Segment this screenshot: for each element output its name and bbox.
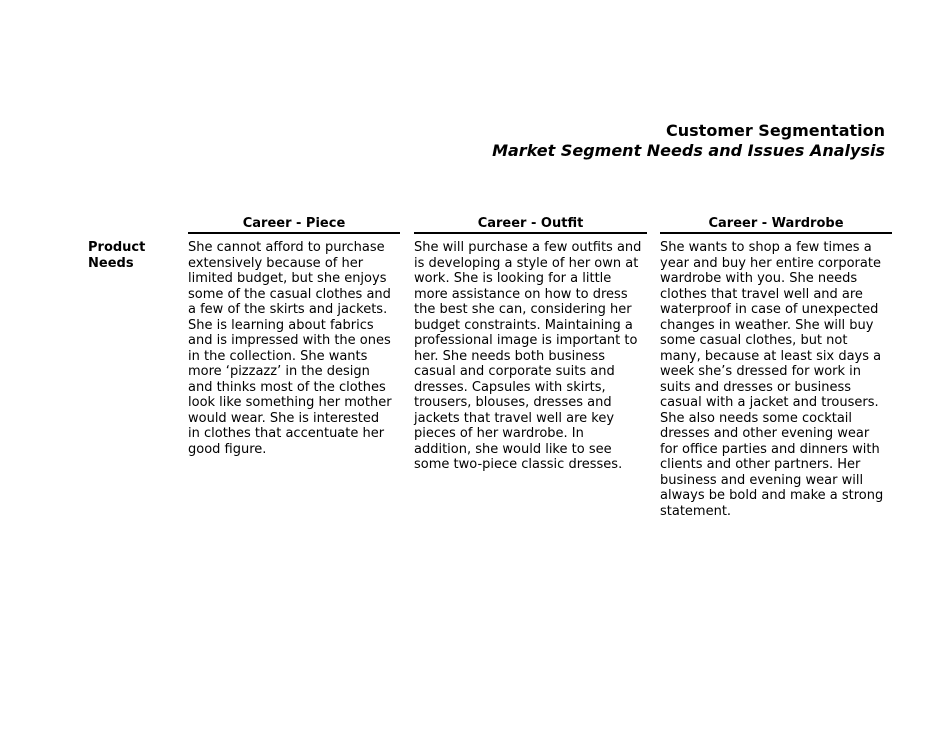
cell-text-line: is developing a style of her own at — [414, 255, 639, 271]
cell-text-line: look like something her mother — [188, 395, 392, 410]
cell-text-line: year and buy her entire corporate — [660, 255, 881, 271]
cell-text-line: business and evening wear will — [660, 472, 864, 488]
cell-text-line: a few of the skirts and jackets. — [188, 302, 388, 317]
row-label-product-needs — [88, 240, 173, 272]
page-subtitle: Market Segment Needs and Issues Analysis — [492, 141, 885, 160]
cell-text-line: jackets that travel well are key — [414, 410, 615, 426]
cell-text-line: some of the casual clothes and — [188, 286, 391, 302]
cell-text-line: casual and corporate suits and — [414, 364, 615, 379]
cell-text-line: week she’s dressed for work in — [660, 364, 862, 379]
cell-text-line: clients and other partners. Her — [660, 457, 861, 472]
cell-text-line: budget constraints. Maintaining a — [414, 317, 633, 333]
cell-text-line: would wear. She is interested — [188, 410, 380, 426]
cell-text-line: some casual clothes, but not — [660, 333, 848, 348]
cell-text-line: always be bold and make a strong — [660, 488, 884, 503]
column-header-career-wardrobe: Career - Wardrobe — [660, 215, 892, 234]
column-header-career-piece: Career - Piece — [188, 215, 400, 234]
cell-career-piece — [188, 240, 392, 457]
cell-text-line: many, because at least six days a — [660, 348, 882, 364]
column-header-career-outfit: Career - Outfit — [414, 215, 647, 234]
cell-text-line: in the collection. She wants — [188, 348, 368, 364]
cell-text-line: She will purchase a few outfits and — [414, 240, 642, 255]
cell-text-line: professional image is important to — [414, 333, 638, 348]
cell-text-line: and is impressed with the ones — [188, 333, 391, 348]
row-label-line: Product — [88, 240, 146, 255]
cell-text-line: extensively because of her — [188, 255, 364, 271]
cell-text-line: suits and dresses or business — [660, 379, 852, 395]
row-label-line: Needs — [88, 256, 134, 271]
cell-career-outfit — [414, 240, 641, 473]
cell-text-line: more ‘pizzazz’ in the design — [188, 364, 370, 379]
title-block — [492, 121, 885, 161]
cell-text-line: dresses. Capsules with skirts, — [414, 379, 606, 395]
cell-text-line: in clothes that accentuate her — [188, 426, 385, 441]
cell-text-line: the best she can, considering her — [414, 302, 632, 317]
cell-text-line: statement. — [660, 503, 732, 519]
cell-text-line: waterproof in case of unexpected — [660, 302, 879, 317]
cell-text-line: some two-piece classic dresses. — [414, 457, 623, 472]
cell-text-line: She is learning about fabrics — [188, 317, 374, 333]
cell-text-line: and thinks most of the clothes — [188, 379, 386, 395]
cell-career-wardrobe — [660, 240, 883, 519]
cell-text-line: pieces of her wardrobe. In — [414, 426, 584, 441]
cell-text-line: for office parties and dinners with — [660, 441, 880, 457]
cell-text-line: work. She is looking for a little — [414, 271, 612, 286]
cell-text-line: more assistance on how to dress — [414, 286, 628, 302]
cell-text-line: good figure. — [188, 441, 267, 457]
page-title: Customer Segmentation — [666, 121, 885, 140]
cell-text-line: casual with a jacket and trousers. — [660, 395, 879, 410]
cell-text-line: addition, she would like to see — [414, 441, 612, 457]
cell-text-line: limited budget, but she enjoys — [188, 271, 387, 286]
cell-text-line: trousers, blouses, dresses and — [414, 395, 612, 410]
cell-text-line: changes in weather. She will buy — [660, 317, 874, 333]
cell-text-line: She wants to shop a few times a — [660, 240, 872, 255]
cell-text-line: dresses and other evening wear — [660, 426, 870, 441]
cell-text-line: her. She needs both business — [414, 348, 606, 364]
cell-text-line: She also needs some cocktail — [660, 410, 853, 426]
cell-text-line: clothes that travel well and are — [660, 286, 863, 302]
cell-text-line: She cannot afford to purchase — [188, 240, 385, 255]
cell-text-line: wardrobe with you. She needs — [660, 271, 858, 286]
